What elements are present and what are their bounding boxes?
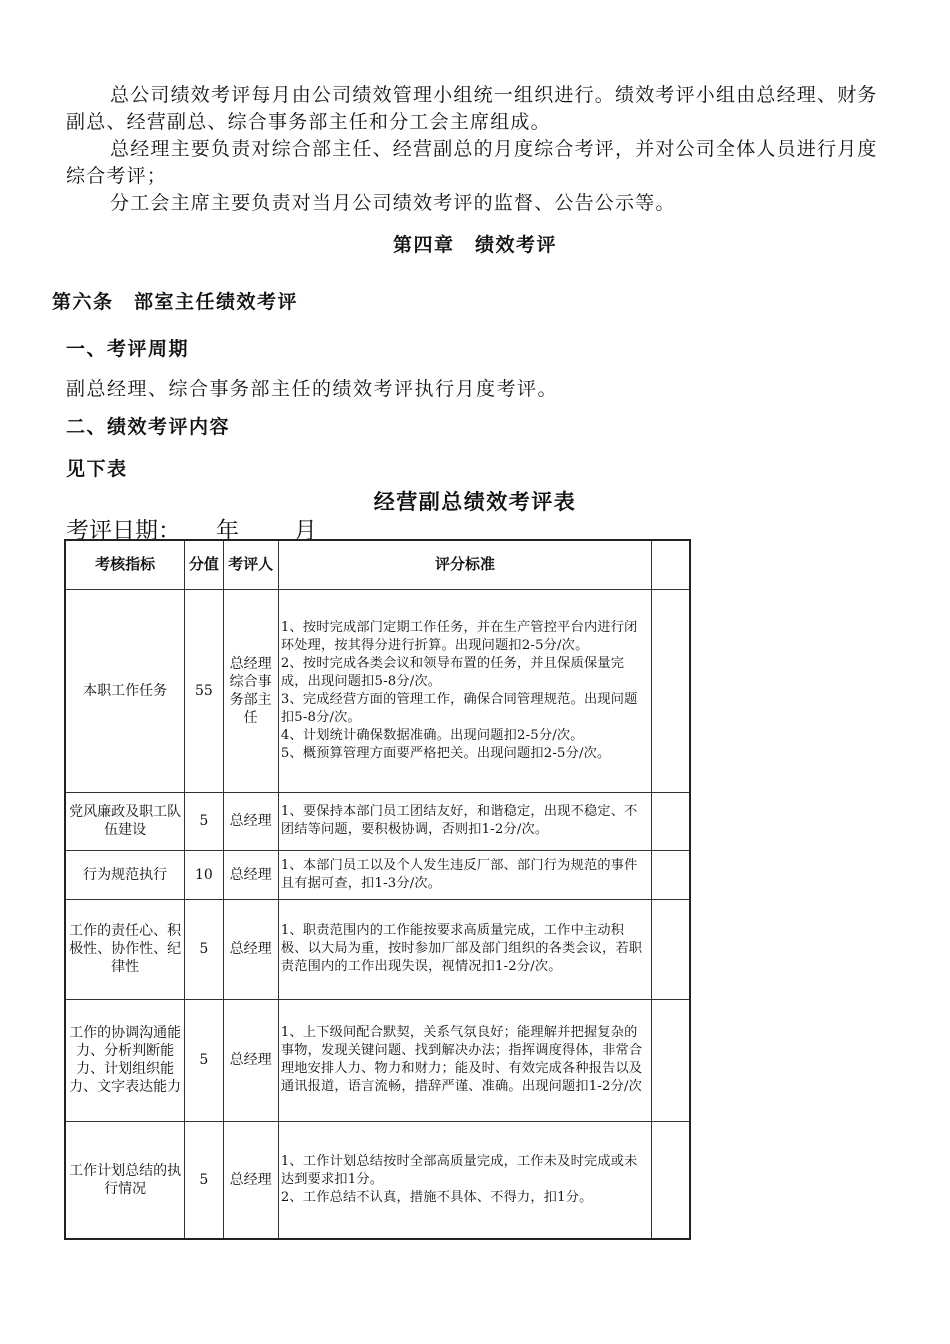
evaluation-table xyxy=(64,539,691,1240)
header-score: 分值 xyxy=(185,540,223,589)
criteria-cell: 1、工作计划总结按时全部高质量完成，工作未及时完成或未达到要求扣1分。 2、工作总结不认真，措施不具体、不得力，扣1分。 xyxy=(278,1121,651,1239)
evaluator-cell: 总经理 xyxy=(223,1121,278,1239)
table-row xyxy=(65,792,690,850)
criteria-cell: 1、本部门员工以及个人发生违反厂部、部门行为规范的事件且有据可查，扣1-3分/次。 xyxy=(278,850,651,899)
date-year: 年 xyxy=(216,518,239,544)
article-title: 第六条 部室主任绩效考评 xyxy=(52,291,299,313)
criteria-cell: 1、按时完成部门定期工作任务，并在生产管控平台内进行闭环处理，按其得分进行折算。出现问题扣2-5分/次。 2、按时完成各类会议和领导布置的任务，并且保质保量完成，出现问题扣5-8分/次。 3、完成经营方面的管理工作，确保合同管理规范。出现问题扣5-8分/次。 4、计划统计确保数据准确。出现问题扣2-5分/次。 5、概预算管理方面要严格把关。出现问题扣2-5分/次。 xyxy=(278,589,651,792)
score-cell: 5 xyxy=(185,999,223,1121)
section2-heading: 二、绩效考评内容 xyxy=(66,416,231,438)
intro-paragraph-1: 总公司绩效考评每月由公司绩效管理小组统一组织进行。绩效考评小组由总经理、财务副总、经营副总、综合事务部主任和分工会主席组成。 xyxy=(66,84,878,133)
header-metric: 考核指标 xyxy=(65,540,185,589)
evaluator-cell: 总经理 xyxy=(223,899,278,999)
score-cell: 5 xyxy=(185,899,223,999)
table-row xyxy=(65,899,690,999)
evaluator-cell: 总经理综合事务部主任 xyxy=(223,589,278,792)
blank-cell xyxy=(652,999,690,1121)
metric-cell: 本职工作任务 xyxy=(65,589,185,792)
score-cell: 5 xyxy=(185,1121,223,1239)
metric-cell: 工作的协调沟通能力、分析判断能力、计划组织能力、文字表达能力 xyxy=(65,999,185,1121)
score-cell: 5 xyxy=(185,792,223,850)
table-title: 经营副总绩效考评表 xyxy=(373,490,577,514)
blank-cell xyxy=(652,792,690,850)
metric-cell: 党风廉政及职工队伍建设 xyxy=(65,792,185,850)
chapter-title: 第四章 绩效考评 xyxy=(392,234,557,256)
table-row xyxy=(65,589,690,792)
evaluator-cell: 总经理 xyxy=(223,850,278,899)
evaluator-cell: 总经理 xyxy=(223,792,278,850)
date-label: 考评日期： xyxy=(66,518,181,544)
blank-cell xyxy=(652,589,690,792)
table-header-row xyxy=(65,540,690,589)
date-month: 月 xyxy=(294,518,317,544)
metric-cell: 工作计划总结的执行情况 xyxy=(65,1121,185,1239)
header-evaluator: 考评人 xyxy=(223,540,278,589)
blank-cell xyxy=(652,1121,690,1239)
intro-paragraph-2: 总经理主要负责对综合部主任、经营副总的月度综合考评，并对公司全体人员进行月度综合考评； xyxy=(66,138,878,187)
metric-cell: 行为规范执行 xyxy=(65,850,185,899)
header-blank xyxy=(652,540,690,589)
section1-body: 副总经理、综合事务部主任的绩效考评执行月度考评。 xyxy=(66,378,559,400)
score-cell: 55 xyxy=(185,589,223,792)
blank-cell xyxy=(652,899,690,999)
evaluator-cell: 总经理 xyxy=(223,999,278,1121)
table-row xyxy=(65,1121,690,1239)
criteria-cell: 1、要保持本部门员工团结友好，和谐稳定，出现不稳定、不团结等问题，要积极协调，否则扣1-2分/次。 xyxy=(278,792,651,850)
score-cell: 10 xyxy=(185,850,223,899)
criteria-cell: 1、职责范围内的工作能按要求高质量完成，工作中主动积极、以大局为重，按时参加厂部及部门组织的各类会议，若职责范围内的工作出现失误，视情况扣1-2分/次。 xyxy=(278,899,651,999)
table-row xyxy=(65,850,690,899)
criteria-cell: 1、上下级间配合默契，关系气氛良好；能理解并把握复杂的事物，发现关键问题、找到解决办法；指挥调度得体，非常合理地安排人力、物力和财力；能及时、有效完成各种报告以及通讯报道，语言流畅，措辞严谨、准确。出现问题扣1-2分/次 xyxy=(278,999,651,1121)
header-criteria: 评分标准 xyxy=(278,540,651,589)
blank-cell xyxy=(652,850,690,899)
section1-heading: 一、考评周期 xyxy=(66,338,190,360)
intro-paragraph-3: 分工会主席主要负责对当月公司绩效考评的监督、公告公示等。 xyxy=(110,192,676,214)
table-row xyxy=(65,999,690,1121)
metric-cell: 工作的责任心、积极性、协作性、纪律性 xyxy=(65,899,185,999)
see-below-text: 见下表 xyxy=(66,458,128,480)
